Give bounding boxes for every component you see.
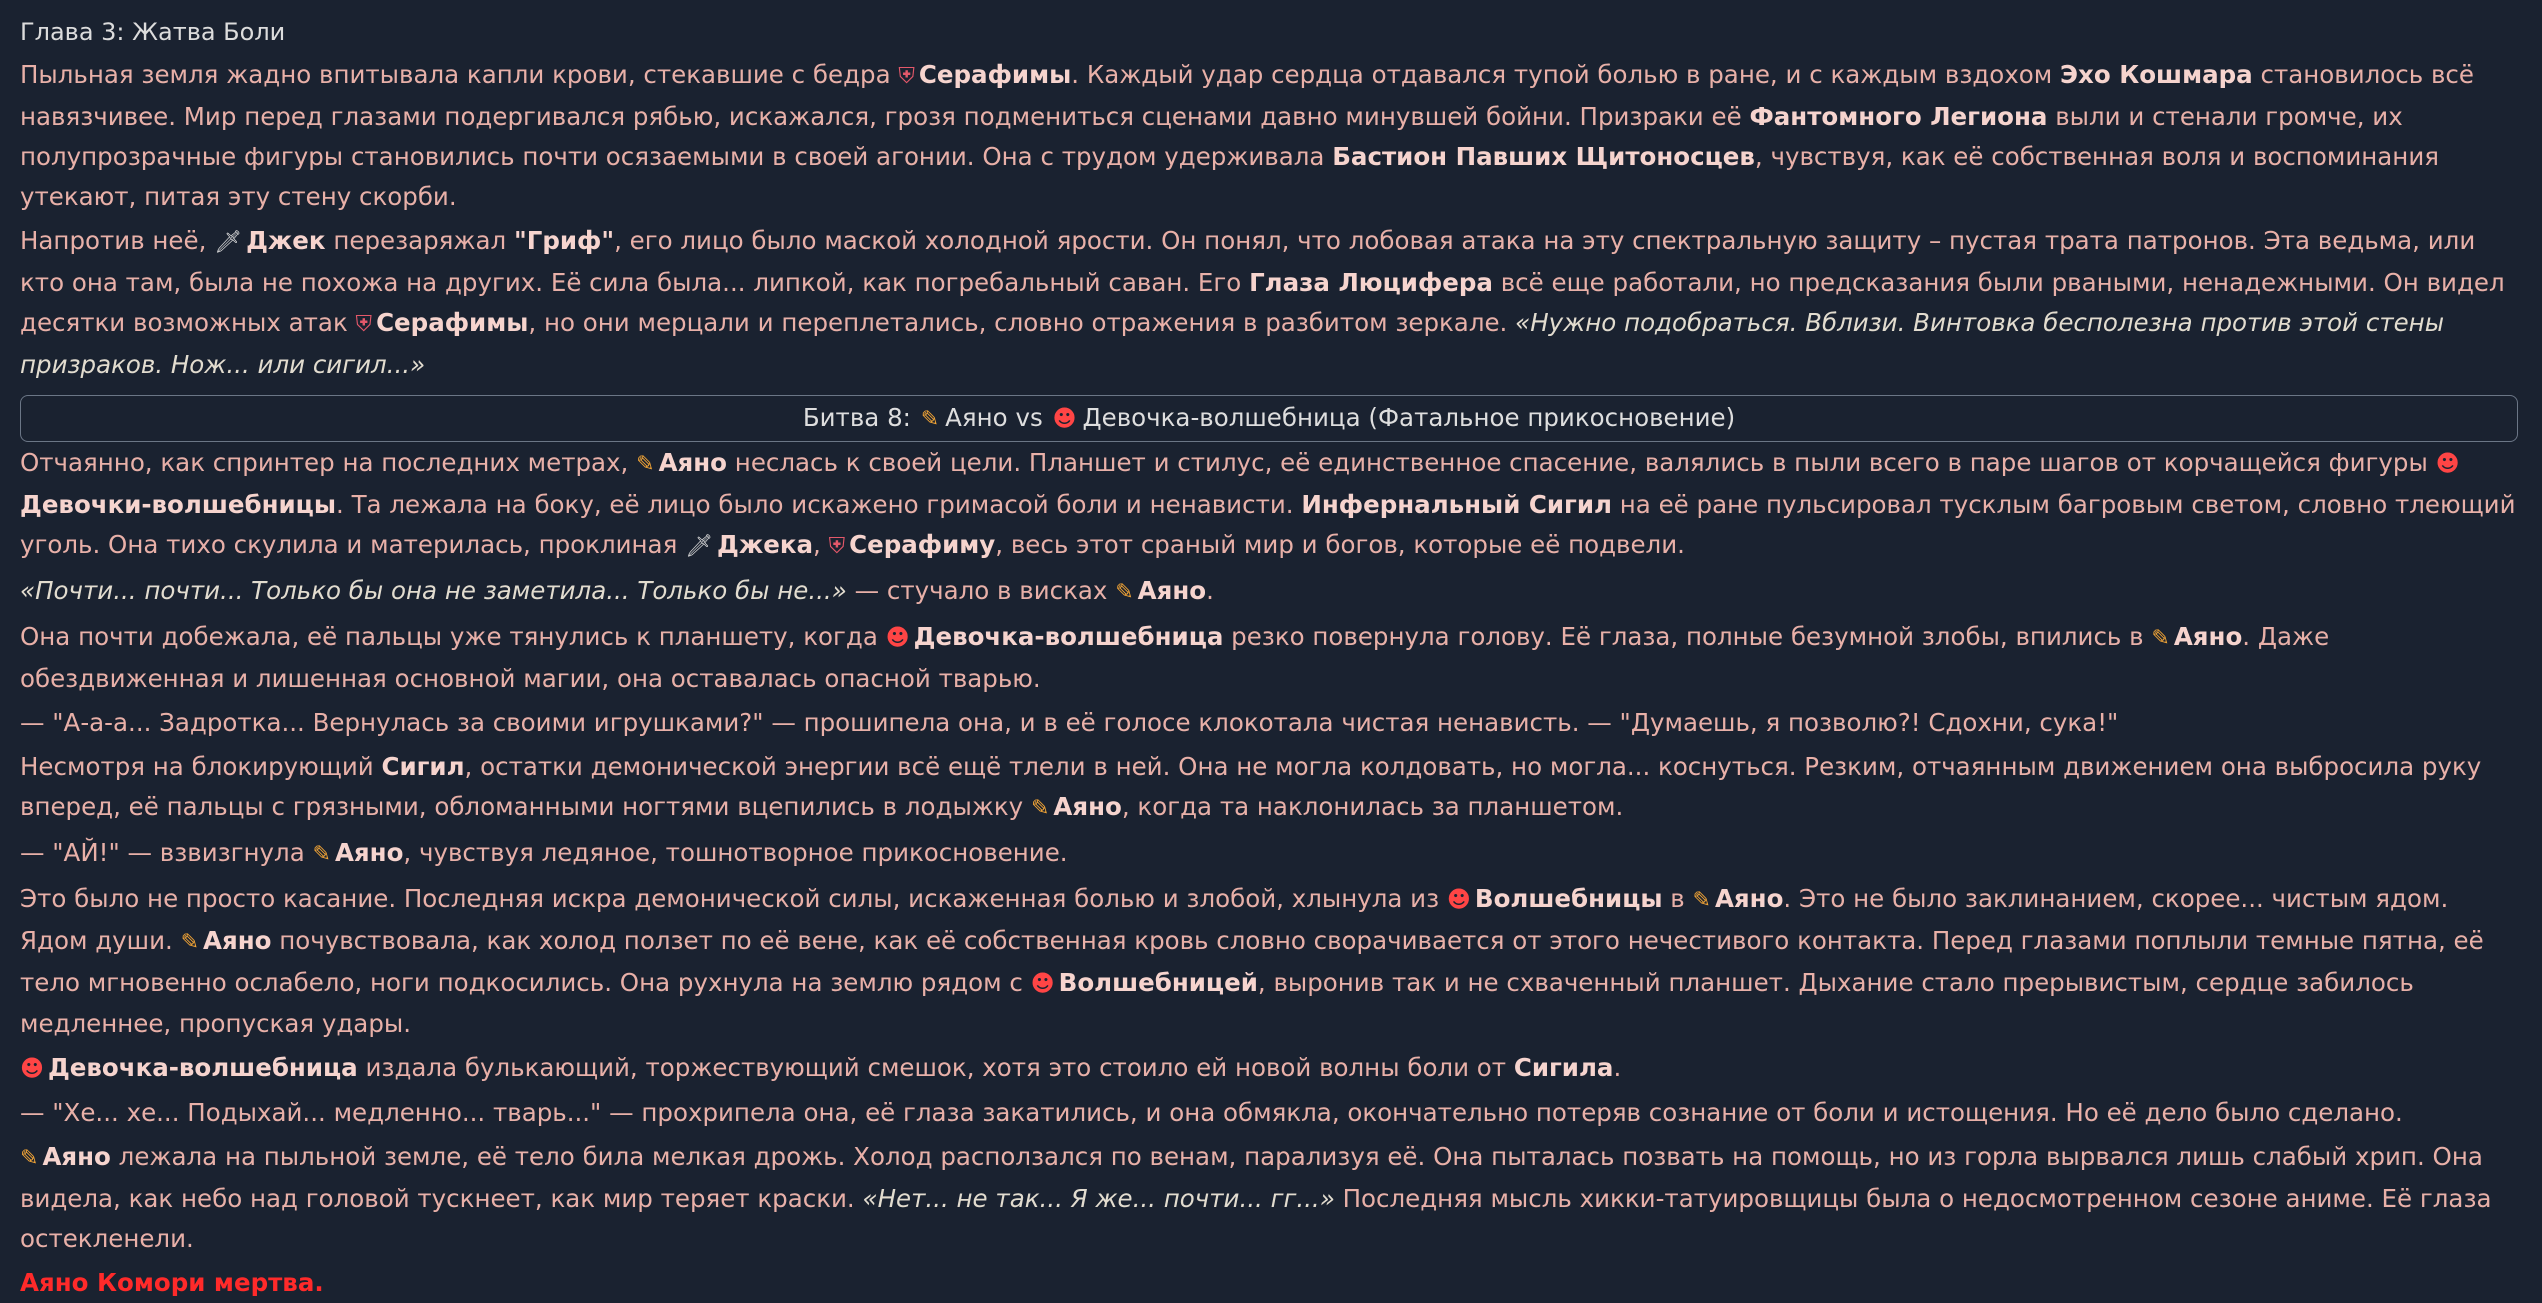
ability-name: Бастион Павших Щитоносцев xyxy=(1332,142,1755,171)
battle-header xyxy=(20,395,2518,442)
text: . Каждый удар сердца отдавался тупой болью в ране, и с каждым вздохом xyxy=(1071,60,2061,89)
story-paragraph-9: — "Хе... хе... Подыхай... медленно... тварь..." — прохрипела она, её глаза закатились, и она обмякла, окончательно потеряв сознание от боли и истощения. Но её дело было сделано. xyxy=(20,1098,2403,1127)
pencil-icon: ✎ xyxy=(2151,626,2170,651)
pencil-icon: ✎ xyxy=(1030,796,1050,821)
story-paragraph-4: — "А-а-а... Задротка... Вернулась за своими игрушками?" — прошипела она, и в её голосе клокотала чистая ненависть. — "Думаешь, я позволю?! Сдохни, сука!" xyxy=(20,708,2119,737)
shield-icon: ⛨ xyxy=(355,312,373,337)
text: Пыльная земля жадно впитывала капли крови, стекавшие с бедра xyxy=(20,60,899,89)
text: , остатки демонической энергии всё ещё тлели в ней. Она не могла колдовать, но могла... коснуться. Резким, отчаянным движением она выбросила руку вперед, её пальцы с грязными, обломанными ногтями вцепились в лодыжку xyxy=(20,752,2482,821)
text: в xyxy=(1662,884,1693,913)
pencil-icon: ✎ xyxy=(920,407,940,432)
pencil-icon: ✎ xyxy=(312,842,331,867)
story-paragraph-10 xyxy=(20,1137,2522,1259)
knife-icon: 🗡 xyxy=(685,534,714,559)
text: , его лицо было маской холодной ярости. Он понял, что лобовая атака на эту спектральную защиту – пустая трата патронов. Эта ведьма, или кто она там, была не похожа на других. Её сила была... липкой, как погребальный саван. Его xyxy=(20,226,2476,297)
text: . Это не было заклинанием, скорее... чистым ядом. Ядом души. xyxy=(20,884,2449,955)
devil-icon: ☻ xyxy=(1446,887,1471,913)
story-paragraph-1 xyxy=(20,443,2522,567)
inner-thought: «Нужно подобраться. Вблизи. Винтовка бесполезна против этой стены призраков. Нож... или сигил...» xyxy=(20,308,2445,379)
weapon-name: "Гриф" xyxy=(513,226,615,255)
story-paragraph-5 xyxy=(20,747,2522,829)
text: Отчаянно, как спринтер на последних метрах, xyxy=(20,448,637,477)
text: — "АЙ!" — взвизгнула xyxy=(20,838,313,867)
text: Несмотря на блокирующий xyxy=(20,752,382,781)
text: становилось всё навязчивее. Мир перед глазами подергивался рябью, искажался, грозя подмениться сценами давно минувшей бойни. Призраки её xyxy=(20,60,2474,131)
story-paragraph-7 xyxy=(20,879,2522,1044)
character-name-magical-girl: Девочки-волшебницы xyxy=(20,490,336,519)
chapter-title: Глава 3: Жатва Боли xyxy=(20,18,286,46)
text: на её ране пульсировал тусклым багровым светом, словно тлеющий уголь. Она тихо скулила и материлась, проклиная xyxy=(20,490,2516,559)
inner-thought: «Нет... не так... Я же... почти... гг...» xyxy=(862,1184,1335,1213)
text: . Та лежала на боку, её лицо было искажено гримасой боли и ненависти. xyxy=(336,490,1302,519)
character-name-magical-girl: Девочка-волшебница xyxy=(913,622,1224,651)
story-paragraph-8 xyxy=(20,1048,2522,1089)
text: Это было не просто касание. Последняя искра демонической силы, искаженная болью и злобой, хлынула из xyxy=(20,884,1447,913)
text: , xyxy=(813,530,829,559)
character-name-ayano: Аяно xyxy=(203,926,272,955)
text: перезаряжал xyxy=(325,226,514,255)
pencil-icon: ✎ xyxy=(636,452,655,477)
text: неслась к своей цели. Планшет и стилус, её единственное спасение, валялись в пыли всего в паре шагов от корчащейся фигуры xyxy=(727,448,2436,477)
devil-icon: ☻ xyxy=(885,625,910,651)
devil-icon: ☻ xyxy=(2435,451,2460,477)
text: , когда та наклонилась за планшетом. xyxy=(1121,792,1624,821)
character-name-ayano: Аяно xyxy=(1714,884,1784,913)
intro-paragraph-2 xyxy=(20,221,2522,385)
character-name-ayano: Аяно xyxy=(1053,792,1122,821)
character-name-ayano: Аяно xyxy=(2173,622,2243,651)
battle-prefix: Битва 8: xyxy=(802,403,911,432)
ability-name: Сигил xyxy=(381,752,465,781)
story-paragraph-2 xyxy=(20,571,2522,613)
text: почувствовала, как холод ползет по её вене, как её собственная кровь словно сворачивается от этого нечестивого контакта. Перед глазами поплыли темные пятна, её тело мгновенно ослабело, ноги подкосились. Она рухнула на землю рядом с xyxy=(20,926,2484,997)
pencil-icon: ✎ xyxy=(180,930,200,955)
character-name-jack: Джек xyxy=(246,226,326,255)
text: Напротив неё, xyxy=(20,226,215,255)
text: выли и стенали громче, их полупрозрачные фигуры становились почти осязаемыми в своей агонии. Она с трудом удерживала xyxy=(20,102,2403,171)
intro-paragraph-1 xyxy=(20,55,2522,217)
text: . Даже обездвиженная и лишенная основной магии, она оставалась опасной тварью. xyxy=(20,622,2330,693)
ability-name: Сигила xyxy=(1513,1053,1614,1082)
text: , но они мерцали и переплетались, словно отражения в разбитом зеркале. xyxy=(528,308,1516,337)
story-paragraph-6 xyxy=(20,833,2522,875)
text: . xyxy=(1206,576,1214,605)
devil-icon: ☻ xyxy=(1052,406,1077,432)
text: , чувствуя ледяное, тошнотворное прикосновение. xyxy=(403,838,1068,867)
pencil-icon: ✎ xyxy=(20,1146,39,1171)
death-notice: Аяно Комори мертва. xyxy=(20,1268,324,1297)
text: всё еще работали, но предсказания были рваными, ненадежными. Он видел десятки возможных атак xyxy=(20,268,2505,337)
fighter-1: Аяно xyxy=(945,403,1008,432)
character-name-jack: Джека xyxy=(717,530,814,559)
text: издала булькающий, торжествующий смешок, хотя это стоило ей новой волны боли от xyxy=(357,1053,1514,1082)
shield-icon: ⛨ xyxy=(828,534,846,559)
character-name-serafima: Серафимы xyxy=(376,308,529,337)
character-name-serafima: Серафимы xyxy=(918,60,1072,89)
ability-name: Глаза Люцифера xyxy=(1249,268,1493,297)
text: , чувствуя, как её собственная воля и воспоминания утекают, питая эту стену скорби. xyxy=(20,142,2439,211)
shield-icon: ⛨ xyxy=(898,64,915,89)
character-name-ayano: Аяно xyxy=(42,1142,111,1171)
text: — стучало в висках xyxy=(846,576,1116,605)
knife-icon: 🗡 xyxy=(214,230,243,255)
story-paragraph-3 xyxy=(20,617,2522,699)
text: . xyxy=(1613,1053,1622,1082)
character-name-magical-girl: Волшебницы xyxy=(1474,884,1663,913)
devil-icon: ☻ xyxy=(1030,971,1055,997)
ability-name: Эхо Кошмара xyxy=(2060,60,2253,89)
inner-thought: «Почти... почти... Только бы она не заметила... Только бы не...» xyxy=(20,576,847,605)
text: , весь этот сраный мир и богов, которые её подвели. xyxy=(995,530,1685,559)
pencil-icon: ✎ xyxy=(1692,888,1711,913)
text: , выронив так и не схваченный планшет. Дыхание стало прерывистым, сердце забилось медленнее, пропуская удары. xyxy=(20,968,2414,1038)
battle-subtitle: (Фатальное прикосновение) xyxy=(1368,403,1736,432)
ability-name: Инфернальный Сигил xyxy=(1301,490,1612,519)
text: Последняя мысль хикки-татуировщицы была о недосмотренном сезоне аниме. Её глаза остекленели. xyxy=(20,1184,2492,1253)
ability-name: Фантомного Легиона xyxy=(1749,102,2048,131)
character-name-magical-girl: Волшебницей xyxy=(1058,968,1258,997)
character-name-serafima: Серафиму xyxy=(849,530,996,559)
versus-label: vs xyxy=(1015,403,1043,432)
text: резко повернула голову. Её глаза, полные безумной злобы, впились в xyxy=(1223,622,2152,651)
character-name-ayano: Аяно xyxy=(334,838,404,867)
fighter-2: Девочка-волшебница xyxy=(1082,403,1361,432)
character-name-ayano: Аяно xyxy=(1137,576,1207,605)
pencil-icon: ✎ xyxy=(1115,580,1134,605)
character-name-ayano: Аяно xyxy=(658,448,728,477)
devil-icon: ☻ xyxy=(20,1056,44,1082)
text: Она почти добежала, её пальцы уже тянулись к планшету, когда xyxy=(20,622,886,651)
character-name-magical-girl: Девочка-волшебница xyxy=(47,1053,358,1082)
text: лежала на пыльной земле, её тело била мелкая дрожь. Холод расползался по венам, парализуя её. Она пыталась позвать на помощь, но из горла вырвался лишь слабый хрип. Она видела, как небо над головой тускнеет, как мир теряет краски. xyxy=(20,1142,2483,1213)
